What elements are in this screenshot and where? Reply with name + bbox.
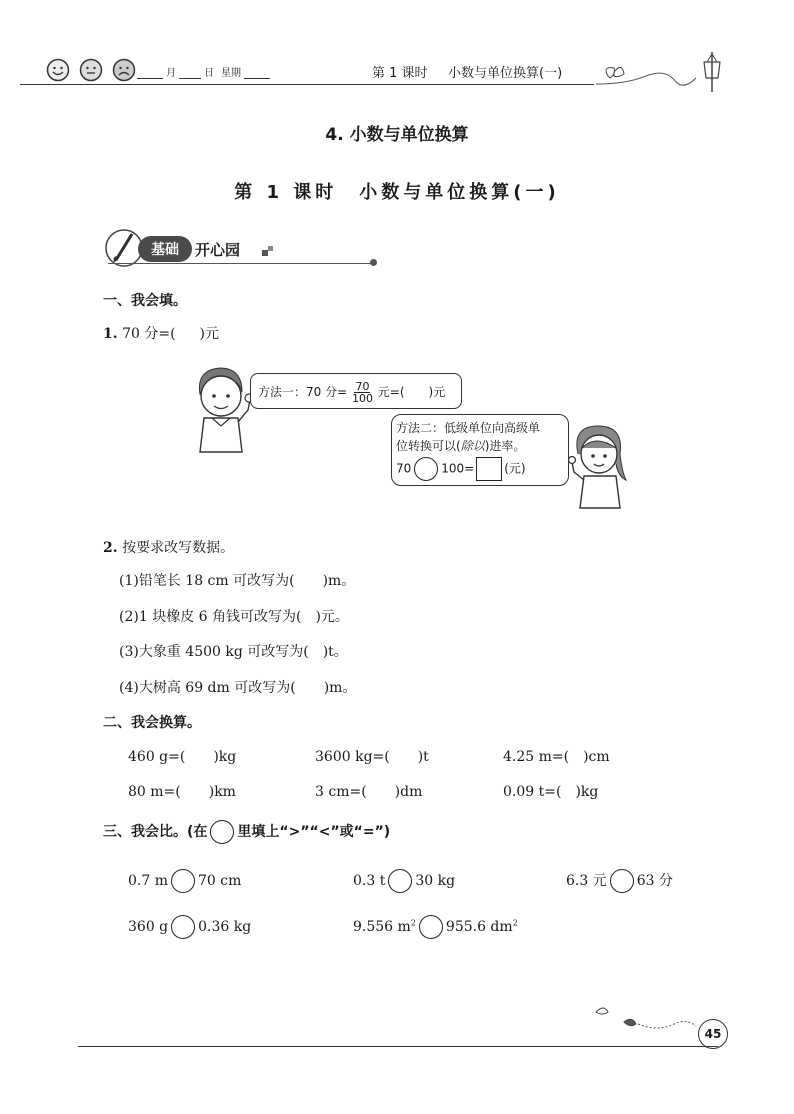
date-weekday-label: 星期	[221, 68, 241, 79]
footer-butterfly-decoration-icon	[594, 1002, 698, 1032]
date-fill-line	[137, 64, 270, 79]
header-faces	[46, 58, 136, 84]
compare-r2-c2-right-exponent: 2	[512, 918, 518, 928]
operator-answer-circle[interactable]	[414, 457, 438, 481]
banner-dot	[370, 259, 377, 266]
banner-badge: 基础	[138, 236, 192, 262]
compare-r2-c2-circle[interactable]	[419, 915, 443, 939]
banner-title: 开心园	[195, 241, 241, 259]
method2-line2	[396, 437, 540, 455]
q2-item-1[interactable]: (1)铅笔长 18 cm 可改写为( )m。	[119, 573, 356, 589]
method1-prefix: 方法一：70 分=	[258, 385, 348, 399]
q2-heading	[103, 537, 234, 557]
method2-line2-a: 位转换可以(	[396, 439, 461, 453]
q1-right: )元	[199, 326, 220, 342]
q2-number: 2.	[103, 540, 118, 556]
girl-illustration-icon	[566, 418, 632, 510]
compare-r2-c1-circle[interactable]	[171, 915, 195, 939]
weekday-blank	[244, 67, 270, 79]
header-rule	[20, 84, 594, 85]
conversion-r2-c1[interactable]: 80 m=( )km	[128, 784, 236, 800]
q2-item-2[interactable]: (2)1 块橡皮 6 角钱可改写为( )元。	[119, 609, 349, 625]
banner-squares-icon	[262, 246, 276, 258]
method1-fraction	[352, 381, 373, 404]
q2-item-4[interactable]: (4)大树高 69 dm 可改写为( )m。	[119, 680, 357, 696]
smile-face-icon	[46, 58, 70, 82]
month-blank	[137, 67, 163, 79]
method2-line3-b: 100=	[441, 461, 475, 476]
part3-heading	[103, 820, 390, 844]
q2-heading-text: 按要求改写数据。	[122, 540, 235, 556]
q1-line	[103, 323, 219, 343]
footer-rule	[78, 1046, 718, 1047]
method1-suffix: 元=( )元	[377, 385, 446, 399]
conversion-r1-c2[interactable]: 3600 kg=( )t	[315, 749, 429, 765]
method2-line2-b: )进率。	[484, 439, 526, 453]
sad-face-icon	[112, 58, 136, 82]
conversion-r1-c1[interactable]: 460 g=( )kg	[128, 749, 237, 765]
compare-r1-c2	[353, 869, 455, 893]
method1-text	[258, 381, 445, 404]
neutral-face-icon	[79, 58, 103, 82]
compare-r1-c2-left: 0.3 t	[353, 873, 386, 889]
compare-r1-c2-right: 30 kg	[415, 873, 456, 889]
compare-r1-c3-right: 63 分	[636, 873, 673, 889]
heading-circle-icon	[210, 820, 234, 844]
compare-r1-c1	[128, 869, 241, 893]
method2-line3-a: 70	[396, 461, 412, 476]
result-answer-box[interactable]	[476, 457, 502, 481]
compare-r1-c3-left: 6.3 元	[566, 873, 607, 889]
compare-r1-c2-circle[interactable]	[388, 869, 412, 893]
compare-r1-c1-right: 70 cm	[198, 873, 242, 889]
method2-line3-c: (元)	[504, 461, 526, 476]
lesson-title: 第 1 课时 小数与单位换算(一)	[234, 182, 560, 203]
date-month-label: 月	[166, 68, 176, 79]
part1-heading: 一、我会填。	[103, 293, 187, 309]
butterfly-lamp-decoration-icon	[596, 48, 726, 94]
conversion-r2-c3[interactable]: 0.09 t=( )kg	[503, 784, 599, 800]
part3-heading-a: 三、我会比。(在	[103, 824, 208, 840]
section-title: 4. 小数与单位换算	[325, 125, 469, 145]
method1-fraction-denominator: 100	[351, 392, 373, 405]
compare-r2-c1	[128, 915, 251, 939]
method1-fraction-numerator: 70	[355, 380, 370, 393]
q2-item-3[interactable]: (3)大象重 4500 kg 可改写为( )t。	[119, 644, 348, 660]
compare-r2-c1-left: 360 g	[128, 919, 169, 935]
compare-r2-c2-left: 9.556 m	[353, 919, 411, 935]
part3-heading-b: 里填上“>”“<”或“=”)	[237, 824, 391, 840]
compare-r2-c2	[353, 915, 518, 939]
boy-illustration-icon	[190, 364, 256, 454]
compare-r1-c3-circle[interactable]	[610, 869, 634, 893]
conversion-r1-c3[interactable]: 4.25 m=( )cm	[503, 749, 610, 765]
compare-r1-c1-left: 0.7 m	[128, 873, 168, 889]
day-blank	[179, 67, 201, 79]
header-lesson: 第 1 课时	[372, 66, 428, 81]
method2-line1: 方法二：低级单位向高级单	[396, 421, 541, 435]
compare-r1-c3	[566, 869, 673, 893]
compare-r2-c2-left-exponent: 2	[410, 918, 416, 928]
q1-number: 1.	[103, 326, 118, 342]
method2-line3	[396, 457, 540, 481]
q1-left: 70 分=(	[122, 326, 176, 342]
method2-text	[396, 419, 540, 481]
compare-r2-c2-right: 955.6 dm	[445, 919, 513, 935]
banner-rule	[108, 263, 373, 264]
header-topic: 小数与单位换算(一)	[448, 66, 563, 81]
page-number: 45	[698, 1019, 728, 1049]
part2-heading: 二、我会换算。	[103, 715, 201, 731]
date-day-label: 日	[204, 68, 214, 79]
conversion-r2-c2[interactable]: 3 cm=( )dm	[315, 784, 423, 800]
method2-hint: 除以	[460, 439, 485, 453]
compare-r1-c1-circle[interactable]	[171, 869, 195, 893]
compare-r2-c1-right: 0.36 kg	[198, 919, 252, 935]
